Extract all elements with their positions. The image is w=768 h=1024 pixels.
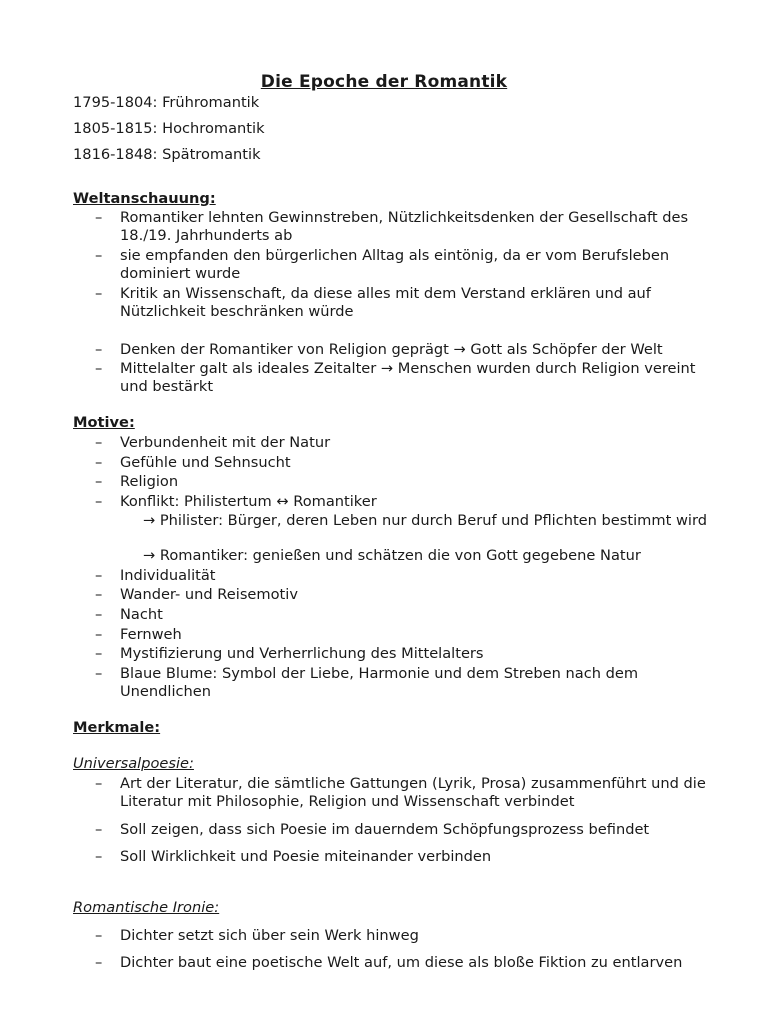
list-item-text: Verbundenheit mit der Natur	[120, 434, 331, 451]
bullet-dash: –	[95, 848, 103, 865]
bullet-dash: –	[95, 954, 103, 971]
subheading-universalpoesie: Universalpoesie:	[73, 755, 194, 772]
bullet-dash: –	[95, 360, 103, 377]
section-heading-weltanschauung: Weltanschauung:	[73, 190, 216, 207]
list-item-text: sie empfanden den bürgerlichen Alltag als eintönig, da er vom Berufsleben dominiert wurde	[120, 247, 670, 282]
list-item-text: Nacht	[120, 606, 163, 623]
list-item-text: Art der Literatur, die sämtliche Gattungen (Lyrik, Prosa) zusammenführt und die Literatur mit Philosophie, Religion und Wissenschaft verbindet	[120, 775, 706, 810]
bullet-dash: –	[95, 493, 103, 510]
bullet-dash: –	[95, 626, 103, 643]
subheading-romantische-ironie: Romantische Ironie:	[73, 899, 220, 916]
epoch-line: 1795-1804: Frühromantik	[73, 94, 260, 111]
bullet-dash: –	[95, 454, 103, 471]
bullet-dash: –	[95, 341, 103, 358]
sub-point-romantiker: → Romantiker: genießen und schätzen die von Gott gegebene Natur	[143, 547, 641, 564]
bullet-dash: –	[95, 247, 103, 264]
bullet-dash: –	[95, 567, 103, 584]
list-item-text: Blaue Blume: Symbol der Liebe, Harmonie und dem Streben nach dem Unendlichen	[120, 665, 639, 700]
bullet-dash: –	[95, 665, 103, 682]
list-item-text: Fernweh	[120, 626, 182, 643]
list-item-text: Dichter baut eine poetische Welt auf, um diese als bloße Fiktion zu entlarven	[120, 954, 683, 971]
bullet-dash: –	[95, 473, 103, 490]
bullet-dash: –	[95, 285, 103, 302]
list-item-text: Soll Wirklichkeit und Poesie miteinander verbinden	[120, 848, 492, 865]
list-item-text: Individualität	[120, 567, 216, 584]
list-item-text: Soll zeigen, dass sich Poesie im dauerndem Schöpfungsprozess befindet	[120, 821, 650, 838]
list-item-text: Gefühle und Sehnsucht	[120, 454, 291, 471]
bullet-dash: –	[95, 209, 103, 226]
bullet-dash: –	[95, 586, 103, 603]
epoch-line: 1816-1848: Spätromantik	[73, 146, 261, 163]
list-item-text: Religion	[120, 473, 179, 490]
page-title: Die Epoche der Romantik	[260, 72, 508, 92]
list-item-text: Konflikt: Philistertum ↔ Romantiker	[120, 493, 377, 510]
list-item-text: Denken der Romantiker von Religion geprägt → Gott als Schöpfer der Welt	[120, 341, 663, 358]
list-item-text: Romantiker lehnten Gewinnstreben, Nützlichkeitsdenken der Gesellschaft des 18./19. Jahrhunderts ab	[120, 209, 689, 244]
list-item-text: Kritik an Wissenschaft, da diese alles mit dem Verstand erklären und auf Nützlichkeit beschränken würde	[120, 285, 651, 320]
epoch-line: 1805-1815: Hochromantik	[73, 120, 265, 137]
bullet-dash: –	[95, 606, 103, 623]
section-heading-merkmale: Merkmale:	[73, 719, 161, 736]
section-heading-motive: Motive:	[73, 414, 135, 431]
bullet-dash: –	[95, 927, 103, 944]
bullet-dash: –	[95, 775, 103, 792]
list-item-text: Mystifizierung und Verherrlichung des Mittelalters	[120, 645, 484, 662]
bullet-dash: –	[95, 434, 103, 451]
bullet-dash: –	[95, 645, 103, 662]
list-item-text: Dichter setzt sich über sein Werk hinweg	[120, 927, 419, 944]
bullet-dash: –	[95, 821, 103, 838]
list-item-text: Mittelalter galt als ideales Zeitalter → Menschen wurden durch Religion vereint und bestärkt	[120, 360, 696, 395]
list-item-text: Wander- und Reisemotiv	[120, 586, 298, 603]
sub-point-philister: → Philister: Bürger, deren Leben nur durch Beruf und Pflichten bestimmt wird	[143, 512, 707, 529]
